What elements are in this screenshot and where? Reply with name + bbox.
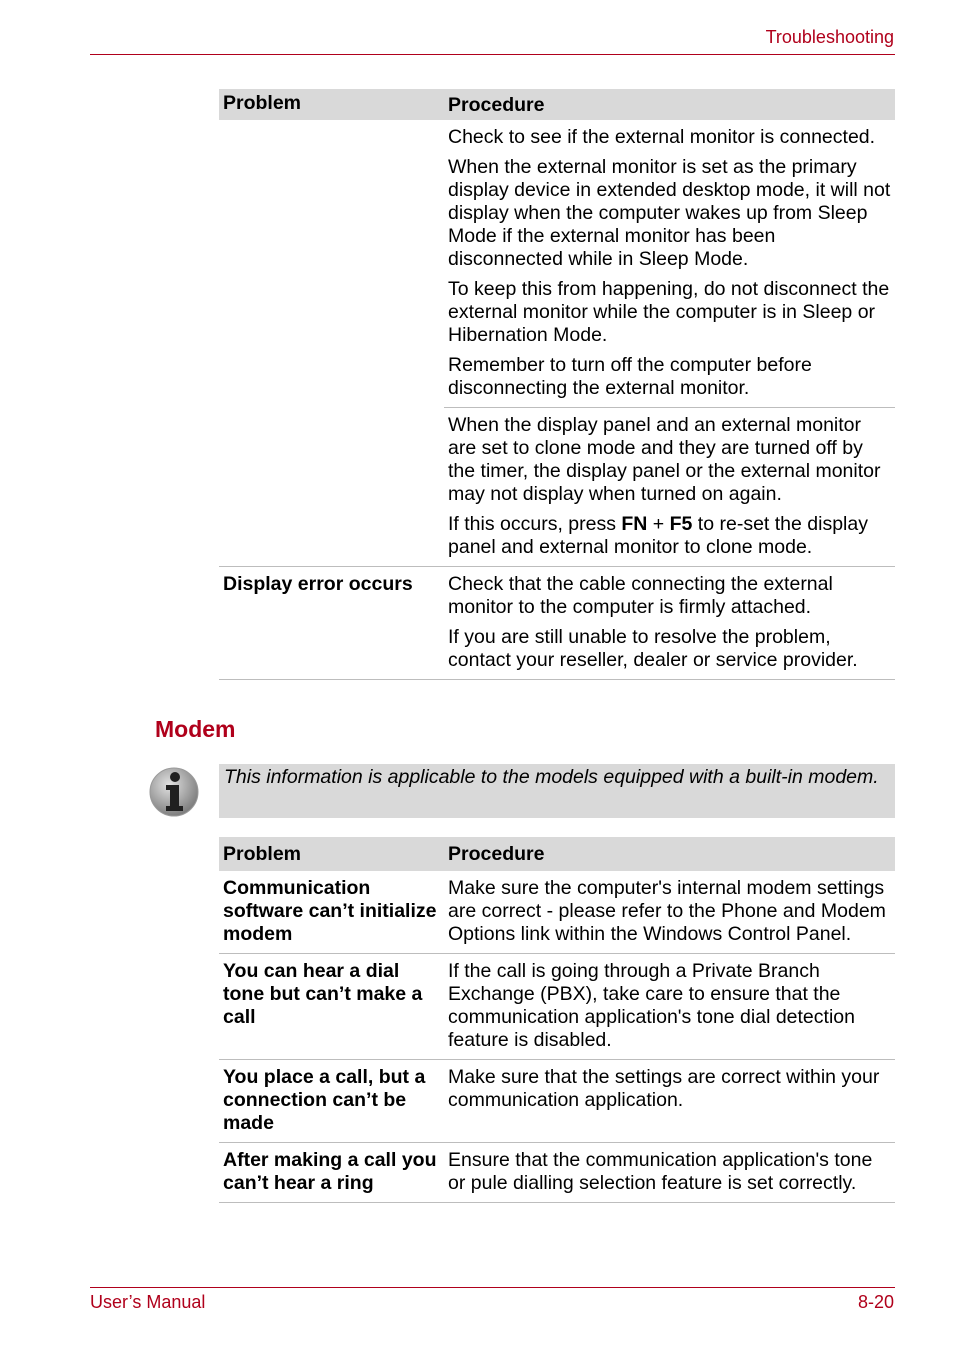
procedure-paragraph: When the external monitor is set as the primary display device in extended desktop mode, it will not display when the computer wakes up from Sleep Mode if the external monitor has been disconnected while in Sleep Mode. — [448, 156, 891, 270]
table-row — [219, 408, 895, 567]
procedure-header: Procedure — [444, 89, 895, 120]
procedure-paragraph: Remember to turn off the computer before disconnecting the external monitor. — [448, 354, 812, 399]
text-run: If this occurs, press — [448, 513, 622, 535]
procedure-cell — [444, 567, 895, 680]
procedure-paragraph: Check to see if the external monitor is connected. — [448, 126, 876, 148]
problem-cell: You place a call, but a connection can’t be made — [219, 1060, 444, 1143]
header-rule — [90, 54, 895, 55]
procedure-paragraph — [448, 513, 891, 559]
footer-rule — [90, 1287, 895, 1288]
table-header-row — [219, 837, 895, 871]
info-icon — [148, 766, 200, 818]
problem-cell: You can hear a dial tone but can’t make a call — [219, 954, 444, 1060]
key-fn: FN — [621, 513, 648, 535]
problem-header: Problem — [219, 837, 444, 871]
table-row — [219, 954, 895, 1060]
problem-cell: Display error occurs — [219, 567, 444, 680]
text-run: to re-set the display panel and external monitor to clone mode. — [448, 513, 868, 558]
modem-troubleshooting-table — [219, 837, 895, 1203]
procedure-cell: Make sure the computer's internal modem settings are correct - please refer to the Phone and Modem Options link within the Windows Control Panel. — [444, 871, 895, 954]
empty-problem-cell — [219, 120, 444, 408]
procedure-cell — [444, 408, 895, 567]
table-row — [219, 1143, 895, 1203]
key-f5: F5 — [669, 513, 693, 535]
running-header: Troubleshooting — [765, 27, 894, 47]
table-row — [219, 567, 895, 680]
procedure-paragraph: If you are still unable to resolve the problem, contact your reseller, dealer or service provider. — [448, 626, 858, 671]
procedure-paragraph: When the display panel and an external monitor are set to clone mode and they are turned off by the timer, the display panel or the external monitor may not display when turned on again. — [448, 414, 881, 505]
table-row — [219, 120, 895, 408]
text-run: + — [647, 513, 670, 535]
table-row — [219, 1060, 895, 1143]
note-box: This information is applicable to the models equipped with a built-in modem. — [219, 764, 895, 818]
table-header-row — [219, 89, 895, 120]
procedure-cell — [444, 120, 895, 408]
procedure-header: Procedure — [444, 837, 895, 871]
procedure-paragraph: To keep this from happening, do not disconnect the external monitor while the computer is in Sleep or Hibernation Mode. — [448, 278, 890, 346]
problem-cell: Communication software can’t initialize modem — [219, 871, 444, 954]
footer-manual-title: User’s Manual — [90, 1292, 206, 1312]
table-row — [219, 871, 895, 954]
procedure-cell: Ensure that the communication application's tone or pule dialling selection feature is set correctly. — [444, 1143, 895, 1203]
procedure-cell: Make sure that the settings are correct within your communication application. — [444, 1060, 895, 1143]
section-title-modem: Modem — [155, 716, 236, 742]
procedure-paragraph: Check that the cable connecting the external monitor to the computer is firmly attached. — [448, 573, 833, 618]
procedure-cell: If the call is going through a Private Branch Exchange (PBX), take care to ensure that the communication application's tone dial detection feature is disabled. — [444, 954, 895, 1060]
problem-header: Problem — [219, 89, 444, 120]
empty-problem-cell — [219, 408, 444, 567]
problem-cell: After making a call you can’t hear a ring — [219, 1143, 444, 1203]
display-troubleshooting-table — [219, 89, 895, 680]
page-number: 8-20 — [857, 1292, 894, 1312]
